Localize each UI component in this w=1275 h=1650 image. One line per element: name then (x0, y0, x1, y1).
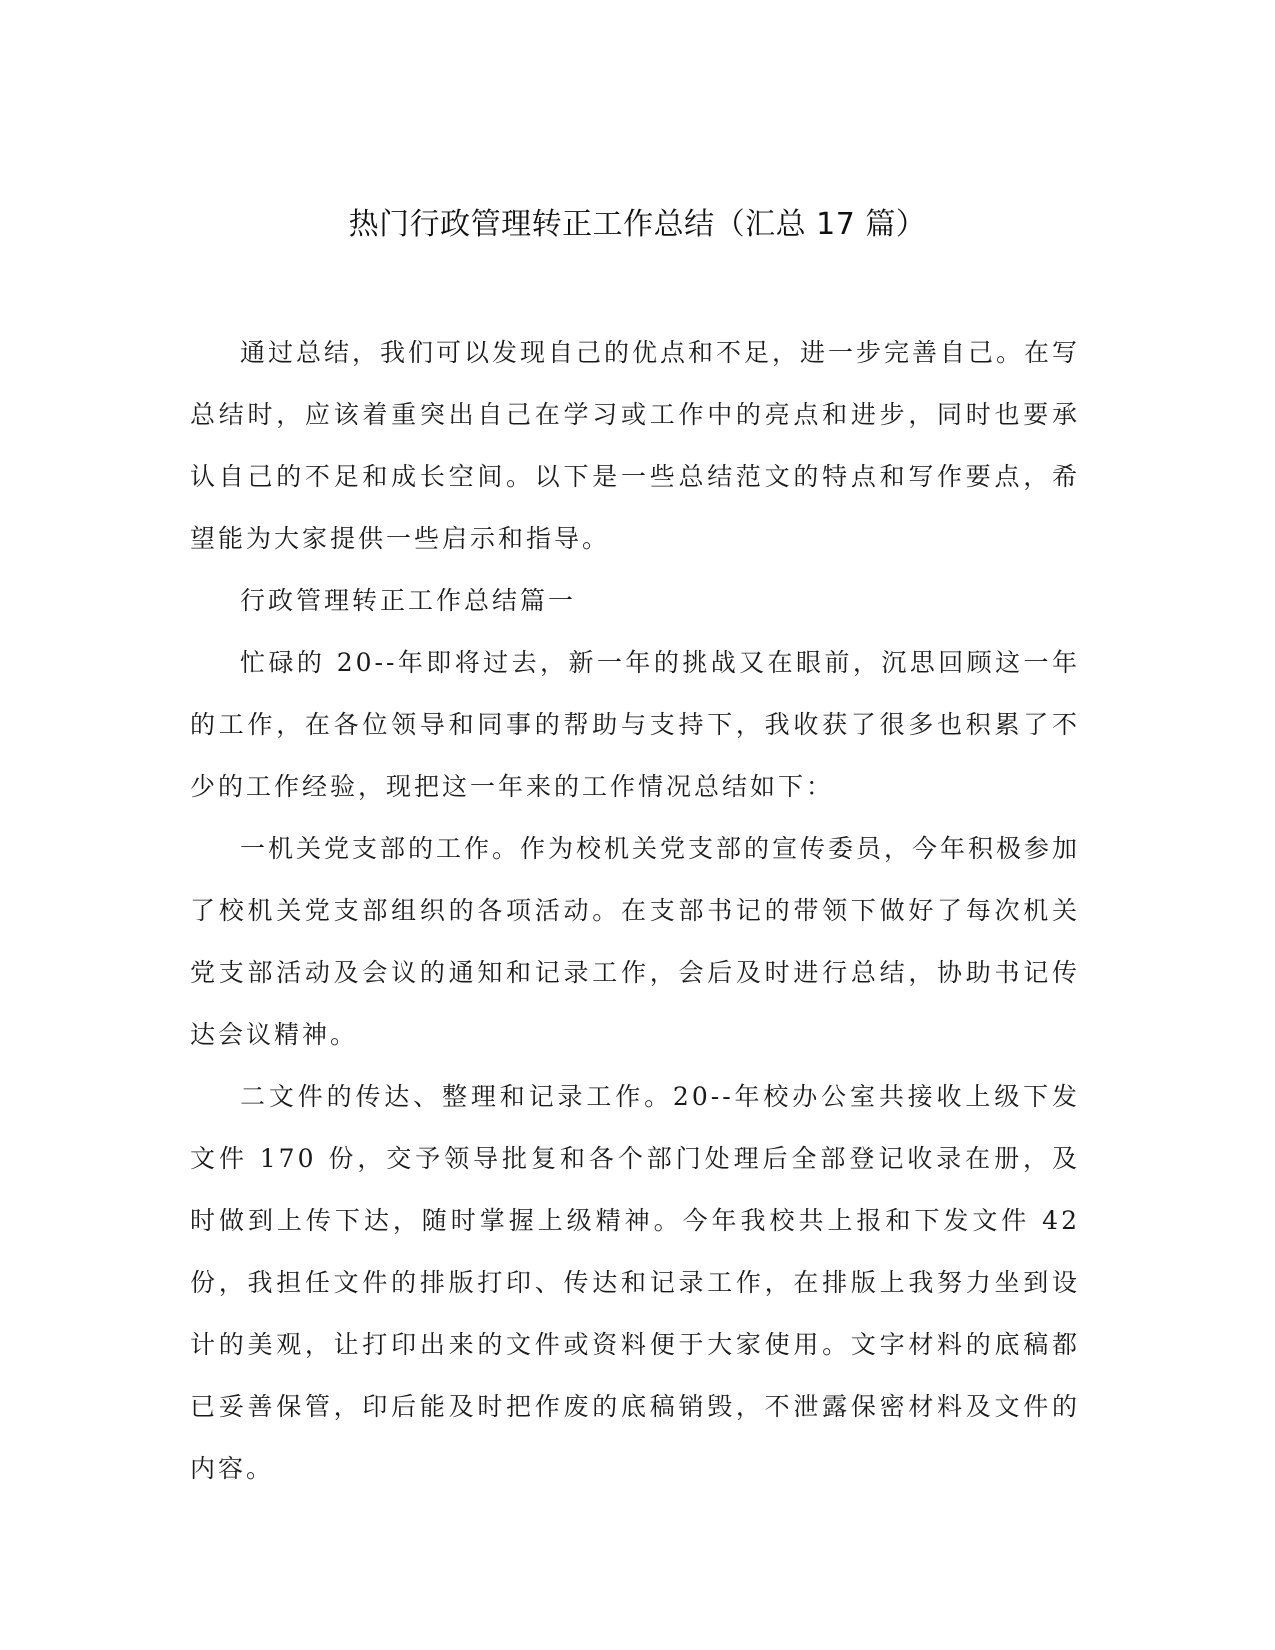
paragraph-opening: 忙碌的 20--年即将过去，新一年的挑战又在眼前，沉思回顾这一年的工作，在各位领导和同事的帮助与支持下，我收获了很多也积累了不少的工作经验，现把这一年来的工作情况总结如下： (190, 648, 1080, 801)
paragraph-intro: 通过总结，我们可以发现自己的优点和不足，进一步完善自己。在写总结时，应该着重突出自己在学习或工作中的亮点和进步，同时也要承认自己的不足和成长空间。以下是一些总结范文的特点和写作要点，希望能为大家提供一些启示和指导。 (190, 338, 1081, 553)
document-title: 热门行政管理转正工作总结（汇总 17 篇） (348, 207, 927, 242)
document-body (190, 322, 1080, 1500)
section-heading: 行政管理转正工作总结篇一 (240, 586, 577, 615)
paragraph-documents: 二文件的传达、整理和记录工作。20--年校办公室共接收上级下发文件 170 份，交予领导批复和各个部门处理后全部登记收录在册，及时做到上传下达，随时掌握上级精神。今年我校共上报和下发文件 42 份，我担任文件的排版打印、传达和记录工作，在排版上我努力坐到设计的美观，让打印出来的文件或资料便于大家使用。文字材料的底稿都已妥善保管，印后能及时把作废的底稿销毁，不泄露保密材料及文件的内容。 (190, 1082, 1080, 1483)
paragraph-party-branch: 一机关党支部的工作。作为校机关党支部的宣传委员，今年积极参加了校机关党支部组织的各项活动。在支部书记的带领下做好了每次机关党支部活动及会议的通知和记录工作，会后及时进行总结，协助书记传达会议精神。 (190, 834, 1081, 1049)
